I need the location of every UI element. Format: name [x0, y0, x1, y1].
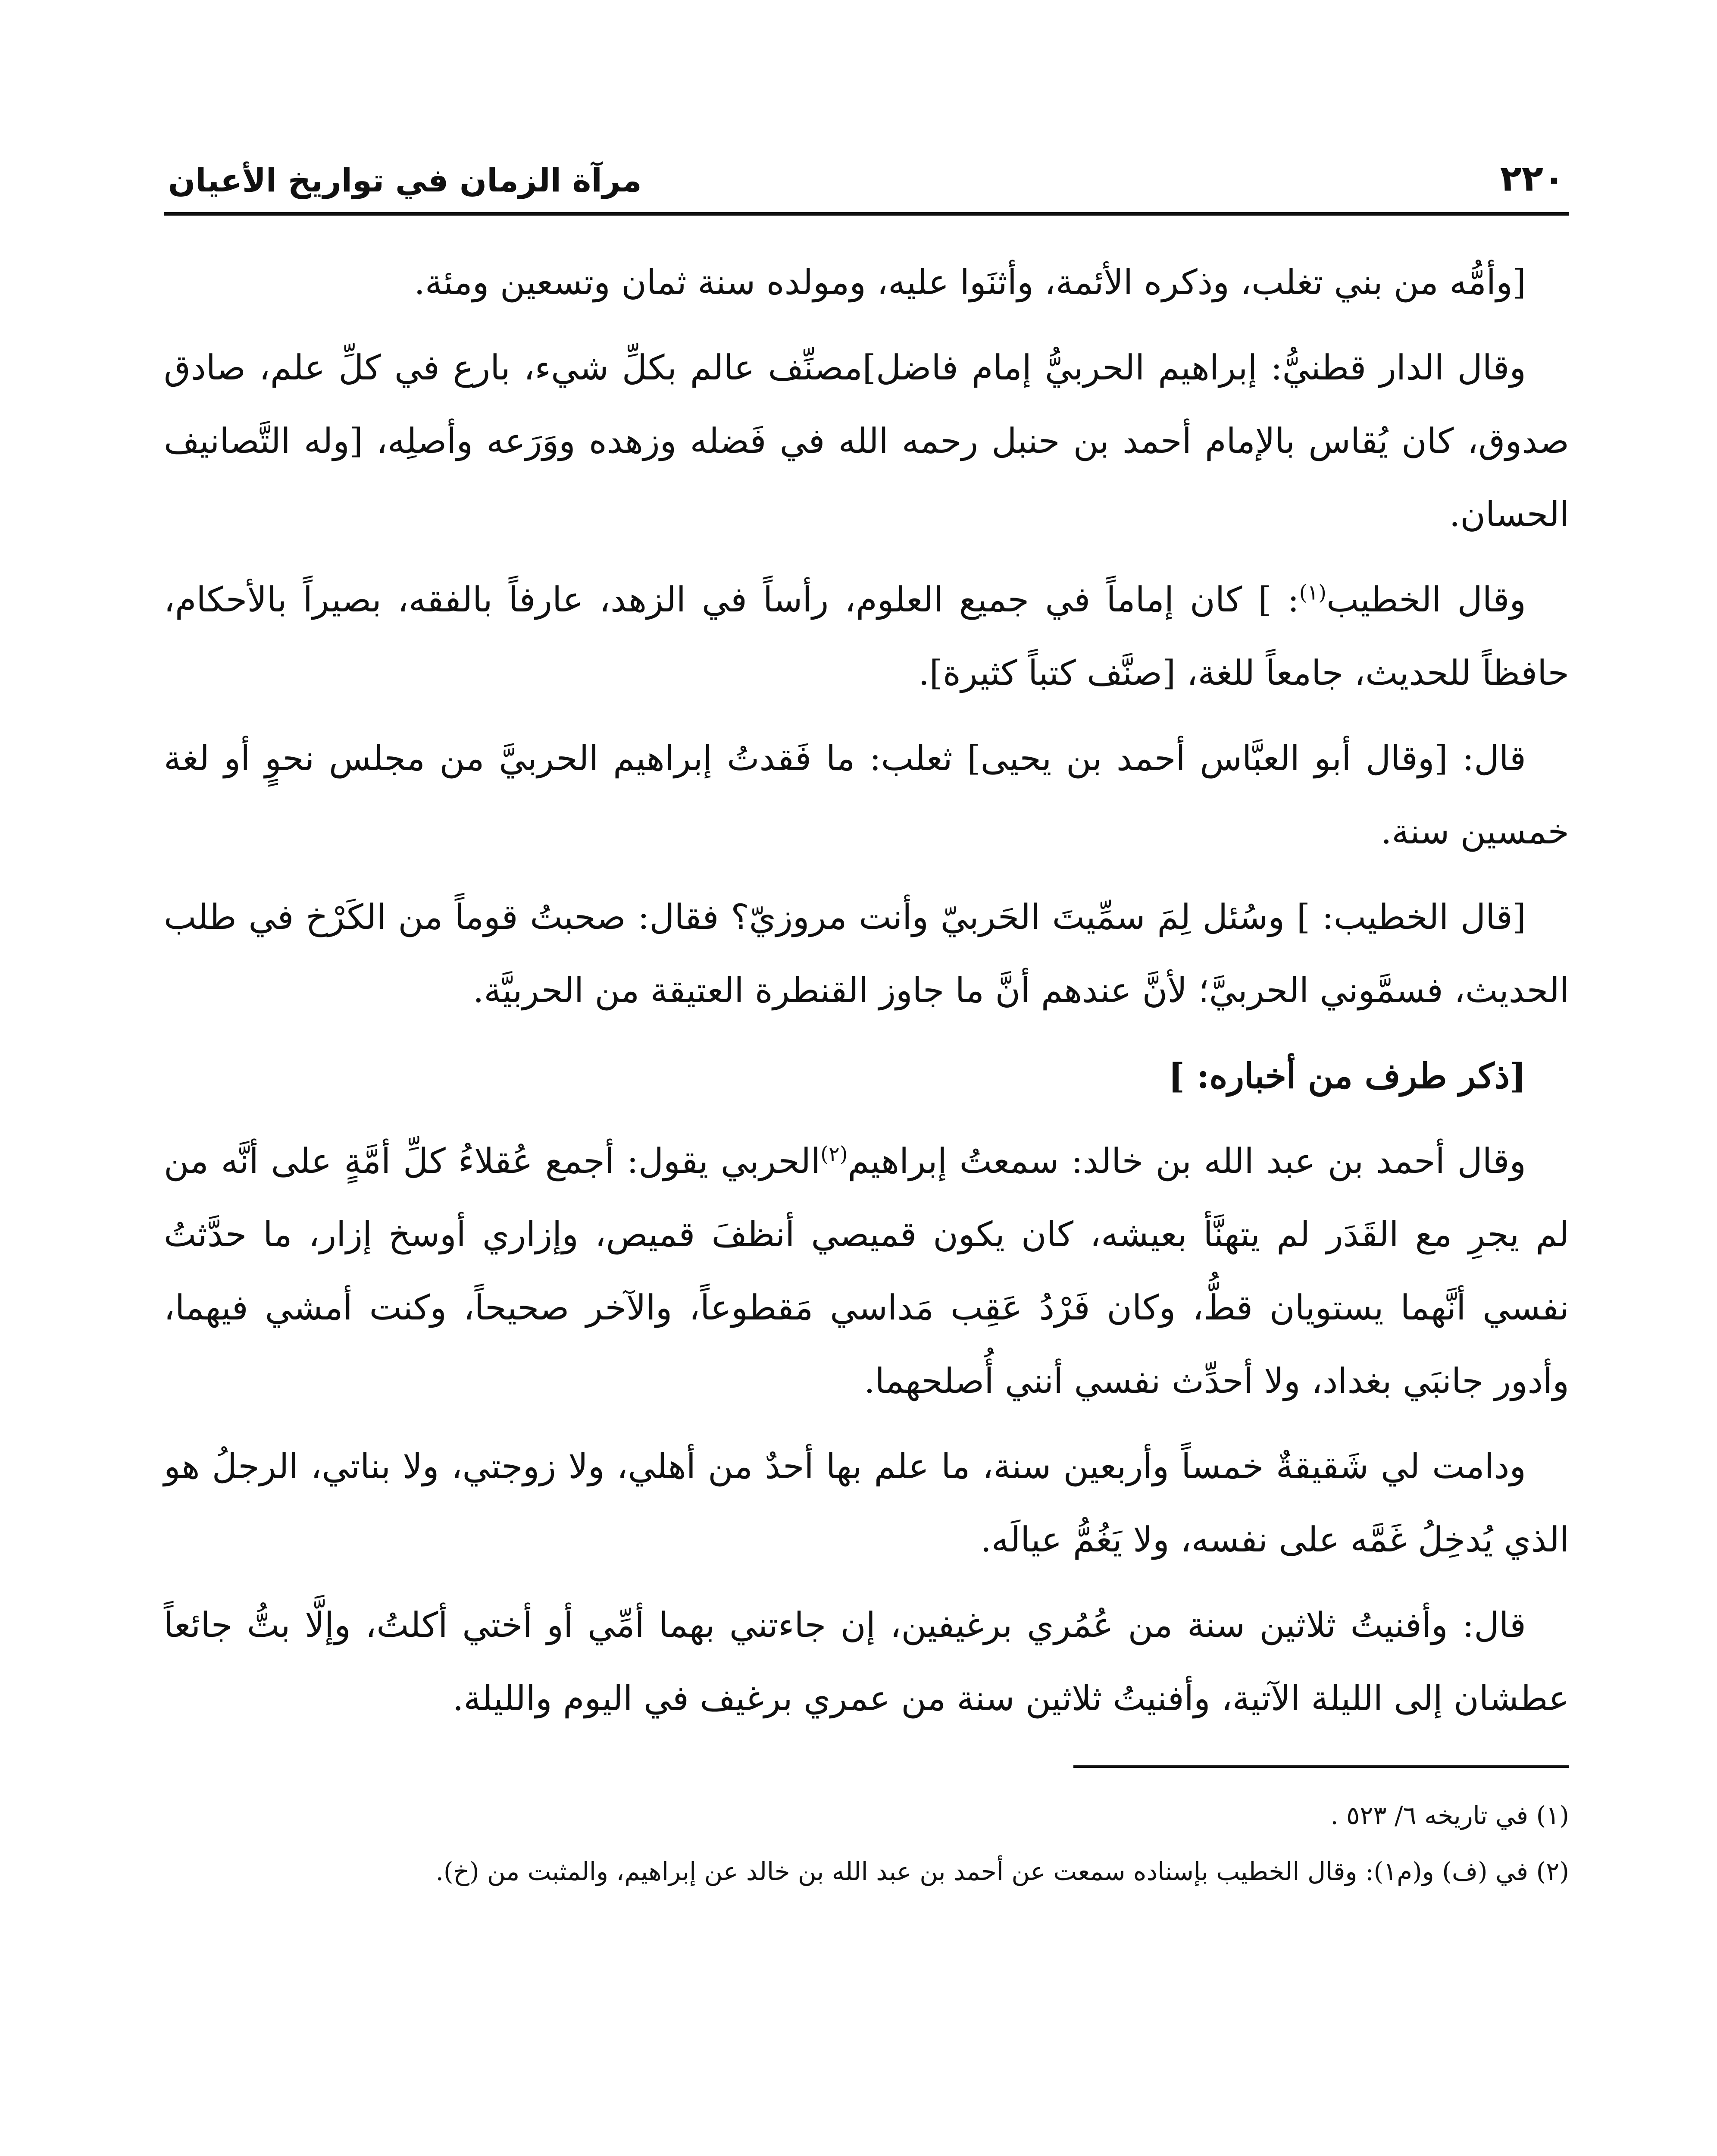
paragraph: [قال الخطيب: ] وسُئل لِمَ سمِّيتَ الحَربيّ وأنت مروزيّ؟ فقال: صحبتُ قوماً من الكَرْخ في طلب الحديث، فسمَّوني الحربيَّ؛ لأنَّ عندهم أنَّ ما جاوز القنطرة العتيقة من الحربيَّة.: [164, 897, 1569, 1010]
paragraph: [164, 1125, 1569, 1418]
book-page: [164, 129, 1569, 2156]
paragraph: ودامت لي شَقيقةٌ خمساً وأربعين سنة، ما علم بها أحدٌ من أهلي، ولا زوجتي، ولا بناتي، الرجلُ هو الذي يُدخِلُ غَمَّه على نفسه، ولا يَغُمُّ عيالَه.: [164, 1446, 1569, 1560]
paragraph-text: : ] كان إماماً في جميع العلوم، رأساً في الزهد، عارفاً بالفقه، بصيراً بالأحكام، حافظاً للحديث، جامعاً للغة، [صنَّف كتباً كثيرة].: [164, 580, 1569, 693]
running-header: [164, 129, 1569, 216]
paragraph: قال: وأفنيتُ ثلاثين سنة من عُمُري برغيفين، إن جاءتني بهما أمِّي أو أختي أكلتُ، وإلَّا بتُّ جائعاً عطشان إلى الليلة الآتية، وأفنيتُ ثلاثين سنة من عمري برغيف في اليوم والليلة.: [164, 1605, 1569, 1718]
footnote-reference[interactable]: (١): [1299, 580, 1326, 605]
footnote-divider: [1073, 1765, 1569, 1768]
footnote: (١) في تاريخه ٦/ ٥٢٣ .: [1330, 1801, 1569, 1830]
paragraph-text: وقال أحمد بن عبد الله بن خالد: سمعتُ إبراهيم: [848, 1141, 1526, 1181]
paragraph-text: الحربي يقول: أجمع عُقلاءُ كلِّ أمَّةٍ على أنَّه من لم يجرِ مع القَدَر لم يتهنَّأ بعيشه، كان يكون قميصي أنظفَ قميص، وإزاري أوسخ إزار، ما حدَّثتُ نفسي أنَّهما يستويان قطُّ، وكان فَرْدُ عَقِب مَداسي مَقطوعاً، والآخر صحيحاً، وكنت أمشي فيهما، وأدور جانبَي بغداد، ولا أحدِّث نفسي أنني أُصلحهما.: [164, 1141, 1569, 1401]
footnote-reference[interactable]: (٢): [820, 1142, 848, 1166]
footnote: (٢) في (ف) و(م١): وقال الخطيب بإسناده سمعت عن أحمد بن عبد الله بن خالد عن إبراهيم، والمثبت من (خ).: [435, 1857, 1569, 1886]
paragraph: وقال الدار قطنيُّ: إبراهيم الحربيُّ إمام فاضل]مصنِّف عالم بكلِّ شيء، بارع في كلِّ علم، صادق صدوق، كان يُقاس بالإمام أحمد بن حنبل رحمه الله في فَضله وزهده ووَرَعه وأصلِه، [وله التَّصانيف الحسان.: [164, 348, 1569, 534]
body-text: [164, 246, 1569, 1735]
book-title: مرآة الزمان في تواريخ الأعيان: [168, 162, 642, 199]
paragraph-text: وقال الخطيب: [1326, 580, 1526, 620]
paragraph: [164, 563, 1569, 710]
paragraph: قال: [وقال أبو العبَّاس أحمد بن يحيى] ثعلب: ما فَقدتُ إبراهيم الحربيَّ من مجلس نحوٍ أو لغة خمسين سنة.: [164, 738, 1569, 852]
footnotes: [164, 1789, 1569, 1897]
page-number: ٢٢٠: [1500, 158, 1565, 199]
paragraph: [وأمُّه من بني تغلب، وذكره الأئمة، وأثنَوا عليه، ومولده سنة ثمان وتسعين ومئة.: [414, 262, 1526, 302]
section-heading: [ذكر طرف من أخباره: ]: [1168, 1056, 1526, 1096]
